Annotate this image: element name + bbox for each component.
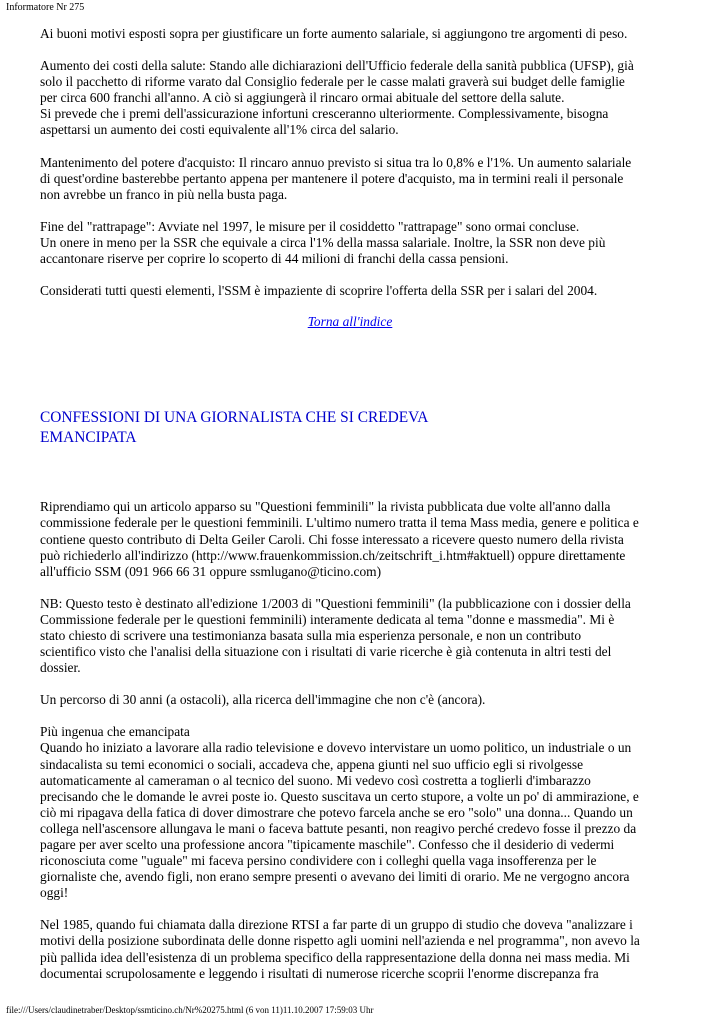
conclusion-paragraph: Considerati tutti questi elementi, l'SSM è impaziente di scoprire l'offerta della SSR per i salari del 2004. xyxy=(40,283,598,299)
article-experience-paragraph: Quando ho iniziato a lavorare alla radio televisione e dovevo intervistare un uomo politico, un industriale o un sindacalista su temi economici o sociali, accadeva che, appena giunti nel suo ufficio egli si rivolgesse automaticamente al cameraman o al tecnico del suono. Mi vedevo così costretta a toglierli d'imbarazzo precisando che le domande le avrei poste io. Questo suscitava un certo stupore, a volte un po' di ammirazione, e ciò mi ripagava della fatica di dover dimostrare che potevo farcela anche se ero "solo" una donna... Quando un collega nell'ascensore allungava le mani o faceva battute pesanti, non reagivo perché credevo fosse il prezzo da pagare per aver scelto una professione ancora "tipicamente maschile". Confesso che il desiderio di vedermi riconosciuta come "uguale" mi faceva persino condividere con i colleghi quella vaga insofferenza per le giornaliste che, avendo figli, non erano sempre presenti o avevano dei limiti di orario. Me ne vergogno ancora oggi! xyxy=(40,740,639,901)
page-content xyxy=(40,26,640,982)
page-footer-path: file:///Users/claudinetraber/Desktop/ssmticino.ch/Nr%20275.html (6 von 11)11.10.2007 17:59:03 Uhr xyxy=(6,1005,374,1015)
page-header-title: Informatore Nr 275 xyxy=(6,2,85,13)
purchasing-power-paragraph: Mantenimento del potere d'acquisto: Il rincaro annuo previsto si situa tra lo 0,8% e l'1%. Un aumento salariale di quest'ordine basterebbe pertanto appena per mantenere il potere d'acquisto, ma in termini reali il personale non avrebbe un franco in più nella busta paga. xyxy=(40,154,632,202)
rattrapage-paragraph: Fine del "rattrapage": Avviate nel 1997, le misure per il cosiddetto "rattrapage" sono ormai concluse. xyxy=(40,218,580,234)
article-subtitle-paragraph: Un percorso di 30 anni (a ostacoli), alla ricerca dell'immagine che non c'è (ancora). xyxy=(40,692,486,708)
article-intro-paragraph: Riprendiamo qui un articolo apparso su "Questioni femminili" la rivista pubblicata due volte all'anno dalla commissione federale per le questioni femminili. L'ultimo numero tratta il tema Mass media, genere e politica e contiene questo contributo di Delta Geiler Caroli. Chi fosse interessato a ricevere questo numero della rivista può richiederlo all'indirizzo (http://www.frauenkommission.ch/zeitschrift_i.htm#aktuell) oppure direttamente all'ufficio SSM (091 966 66 31 oppure ssmlugano@ticino.com) xyxy=(40,499,639,579)
health-costs-paragraph: Aumento dei costi della salute: Stando alle dichiarazioni dell'Ufficio federale della sanità pubblica (UFSP), già solo il pacchetto di riforme varato dal Consiglio federale per le casse malati graverà sui budget delle famiglie per circa 600 franchi all'anno. A ciò si aggiungerà il rincaro ormai abituale del settore della salute. xyxy=(40,58,634,106)
back-to-index-link[interactable]: Torna all'indice xyxy=(307,314,393,330)
article-note-paragraph: NB: Questo testo è destinato all'edizione 1/2003 di "Questioni femminili" (la pubblicazione con i dossier della Commissione federale per le questioni femminili) interamente dedicata al tema "donne e massmedia". Mi è stato chiesto di scrivere una testimonianza basata sulla mia esperienza personale, e non un contributo scientifico visto che l'analisi della situazione con i risultati di varie ricerche è già contenuta in altri testi del dossier. xyxy=(40,595,631,676)
article-section-title: Più ingenua che emancipata xyxy=(40,724,190,740)
article-1985-paragraph: Nel 1985, quando fui chiamata dalla direzione RTSI a far parte di un gruppo di studio che doveva "analizzare i motivi della posizione subordinata delle donne rispetto agli uomini nell'azienda e nel programma", non avevo la più pallida idea dell'esistenza di un problema specifico della rappresentazione della donna nei mass media. Mi documentai scrupolosamente e leggendo i risultati di numerose ricerche scoprii l'enorme discrepanza fra xyxy=(40,917,640,981)
accident-insurance-paragraph: Si prevede che i premi dell'assicurazione infortuni cresceranno ulteriormente. Complessivamente, bisogna aspettarsi un aumento dei costi equivalente all'1% circa del salario. xyxy=(40,106,609,138)
article-title: CONFESSIONI DI UNA GIORNALISTA CHE SI CREDEVA EMANCIPATA xyxy=(40,409,428,446)
intro-paragraph: Ai buoni motivi esposti sopra per giustificare un forte aumento salariale, si aggiungono tre argomenti di peso. xyxy=(40,26,628,41)
pension-paragraph: Un onere in meno per la SSR che equivale a circa l'1% della massa salariale. Inoltre, la SSR non deve più accantonare riserve per coprire lo scoperto di 44 milioni di franchi della cassa pensioni. xyxy=(40,234,606,267)
